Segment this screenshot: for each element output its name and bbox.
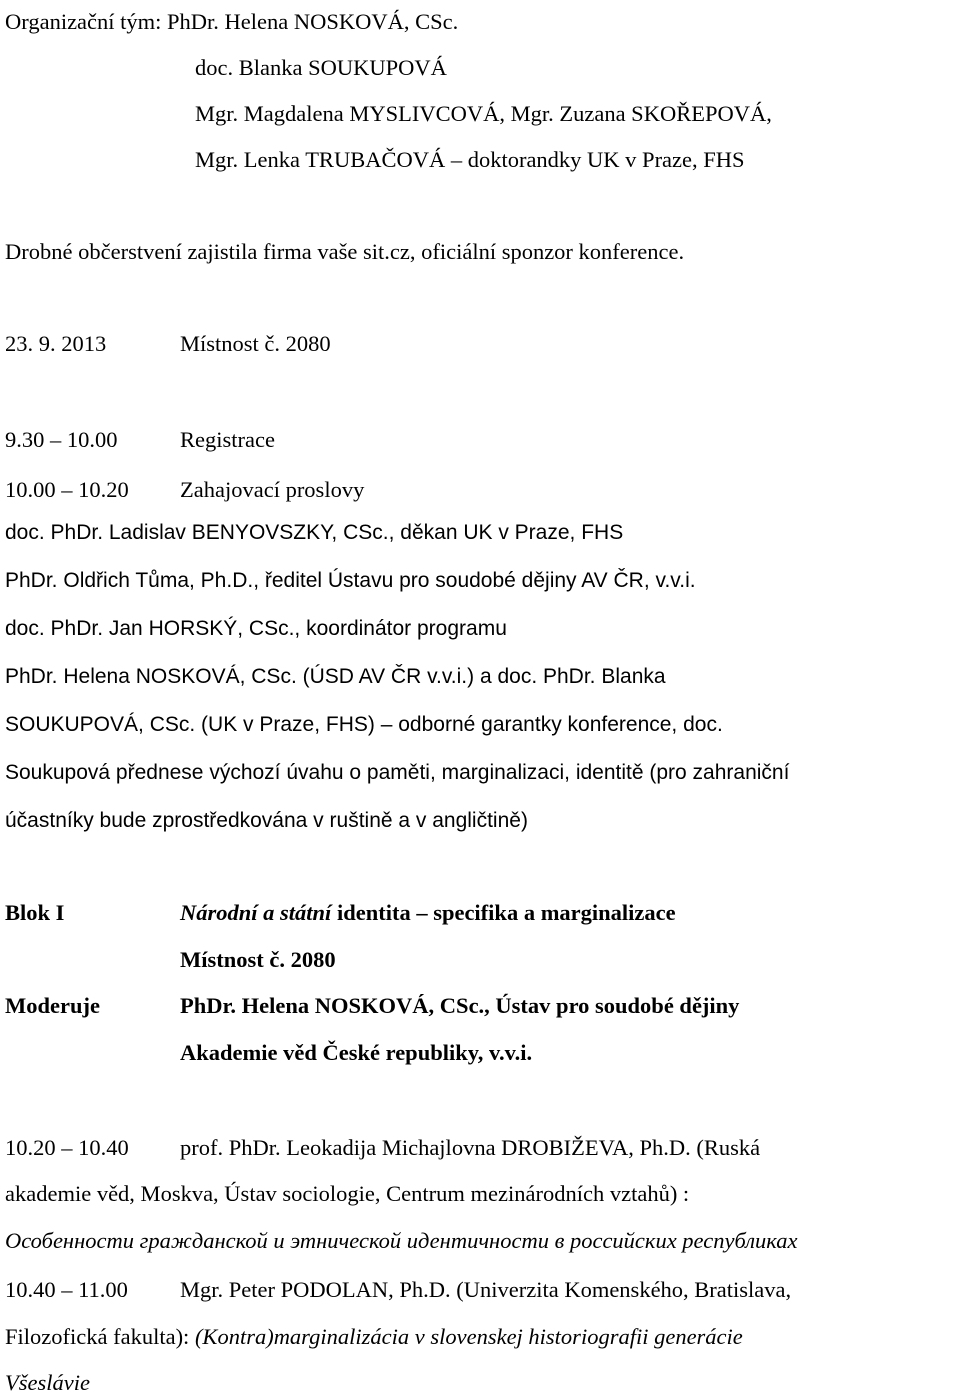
opening-label: Zahajovací proslovy [180,477,365,502]
talk-1-time: 10.20 – 10.40 [5,1135,129,1160]
date-line [5,333,106,356]
moderator-line-1: PhDr. Helena NOSKOVÁ, CSc., Ústav pro soudobé dějiny [180,993,740,1018]
opening-speaker-1: doc. PhDr. Ladislav BENYOVSZKY, CSc., děkan UK v Praze, FHS [5,521,624,544]
registration-time: 9.30 – 10.00 [5,427,118,452]
talk-2-time: 10.40 – 11.00 [5,1277,128,1302]
moderator-line-2: Akademie věd České republiky, v.v.i. [180,1040,533,1065]
room: Místnost č. 2080 [180,331,331,356]
block-title-italic-2: státní [280,900,332,925]
block-title-italic-1: Národní [180,900,258,925]
team-line-2: doc. Blanka SOUKUPOVÁ [195,55,447,80]
opening-speaker-7: účastníky bude zprostředkována v ruštině a v angličtině) [5,809,528,832]
date: 23. 9. 2013 [5,331,107,356]
team-line-1 [5,11,458,34]
registration-label: Registrace [180,427,275,452]
opening-speaker-6: Soukupová přednese výchozí úvahu o paměti, marginalizaci, identitě (pro zahraniční [5,761,790,784]
block-title-rest: identita – specifika a marginalizace [336,900,676,925]
block-title-italic-a: a [263,900,275,925]
talk-1-title: Особенности гражданской и этнической идентичности в российских республиках [5,1228,798,1253]
talk-1-speaker: prof. PhDr. Leokadija Michajlovna DROBIŽEVA, Ph.D. (Ruská [180,1135,761,1160]
talk-2-speaker: Mgr. Peter PODOLAN, Ph.D. (Univerzita Komenského, Bratislava, [180,1277,792,1302]
block-room: Místnost č. 2080 [180,947,336,972]
opening-speaker-2: PhDr. Oldřich Tůma, Ph.D., ředitel Ústavu pro soudobé dějiny AV ČR, v.v.i. [5,569,696,592]
sponsor-note: Drobné občerstvení zajistila firma vaše sit.cz, oficiální sponzor konference. [5,239,685,264]
team-member: PhDr. Helena NOSKOVÁ, CSc. [167,9,459,34]
opening-speaker-5: SOUKUPOVÁ, CSc. (UK v Praze, FHS) – odborné garantky konference, doc. [5,713,723,736]
block-title [180,902,676,925]
moderator-label: Moderuje [5,993,100,1018]
talk-2-title-cont: Všeslávie [5,1370,90,1395]
team-line-3: Mgr. Magdalena MYSLIVCOVÁ, Mgr. Zuzana SKOŘEPOVÁ, [195,101,772,126]
opening-speaker-3: doc. PhDr. Jan HORSKÝ, CSc., koordinátor programu [5,617,507,640]
talk-2-faculty: Filozofická fakulta): [5,1324,190,1349]
team-label: Organizační tým: [5,9,162,34]
opening-time: 10.00 – 10.20 [5,477,129,502]
talk-2-title: (Kontra)marginalizácia v slovenskej historiografii generácie [194,1324,743,1349]
talk-1-affiliation: akademie věd, Moskva, Ústav sociologie, Centrum mezinárodních vztahů) : [5,1181,690,1206]
team-line-4: Mgr. Lenka TRUBAČOVÁ – doktorandky UK v Praze, FHS [195,147,745,172]
opening-speaker-4: PhDr. Helena NOSKOVÁ, CSc. (ÚSD AV ČR v.v.i.) a doc. PhDr. Blanka [5,665,666,688]
talk-2-affiliation [5,1326,743,1349]
block-label: Blok I [5,900,65,925]
